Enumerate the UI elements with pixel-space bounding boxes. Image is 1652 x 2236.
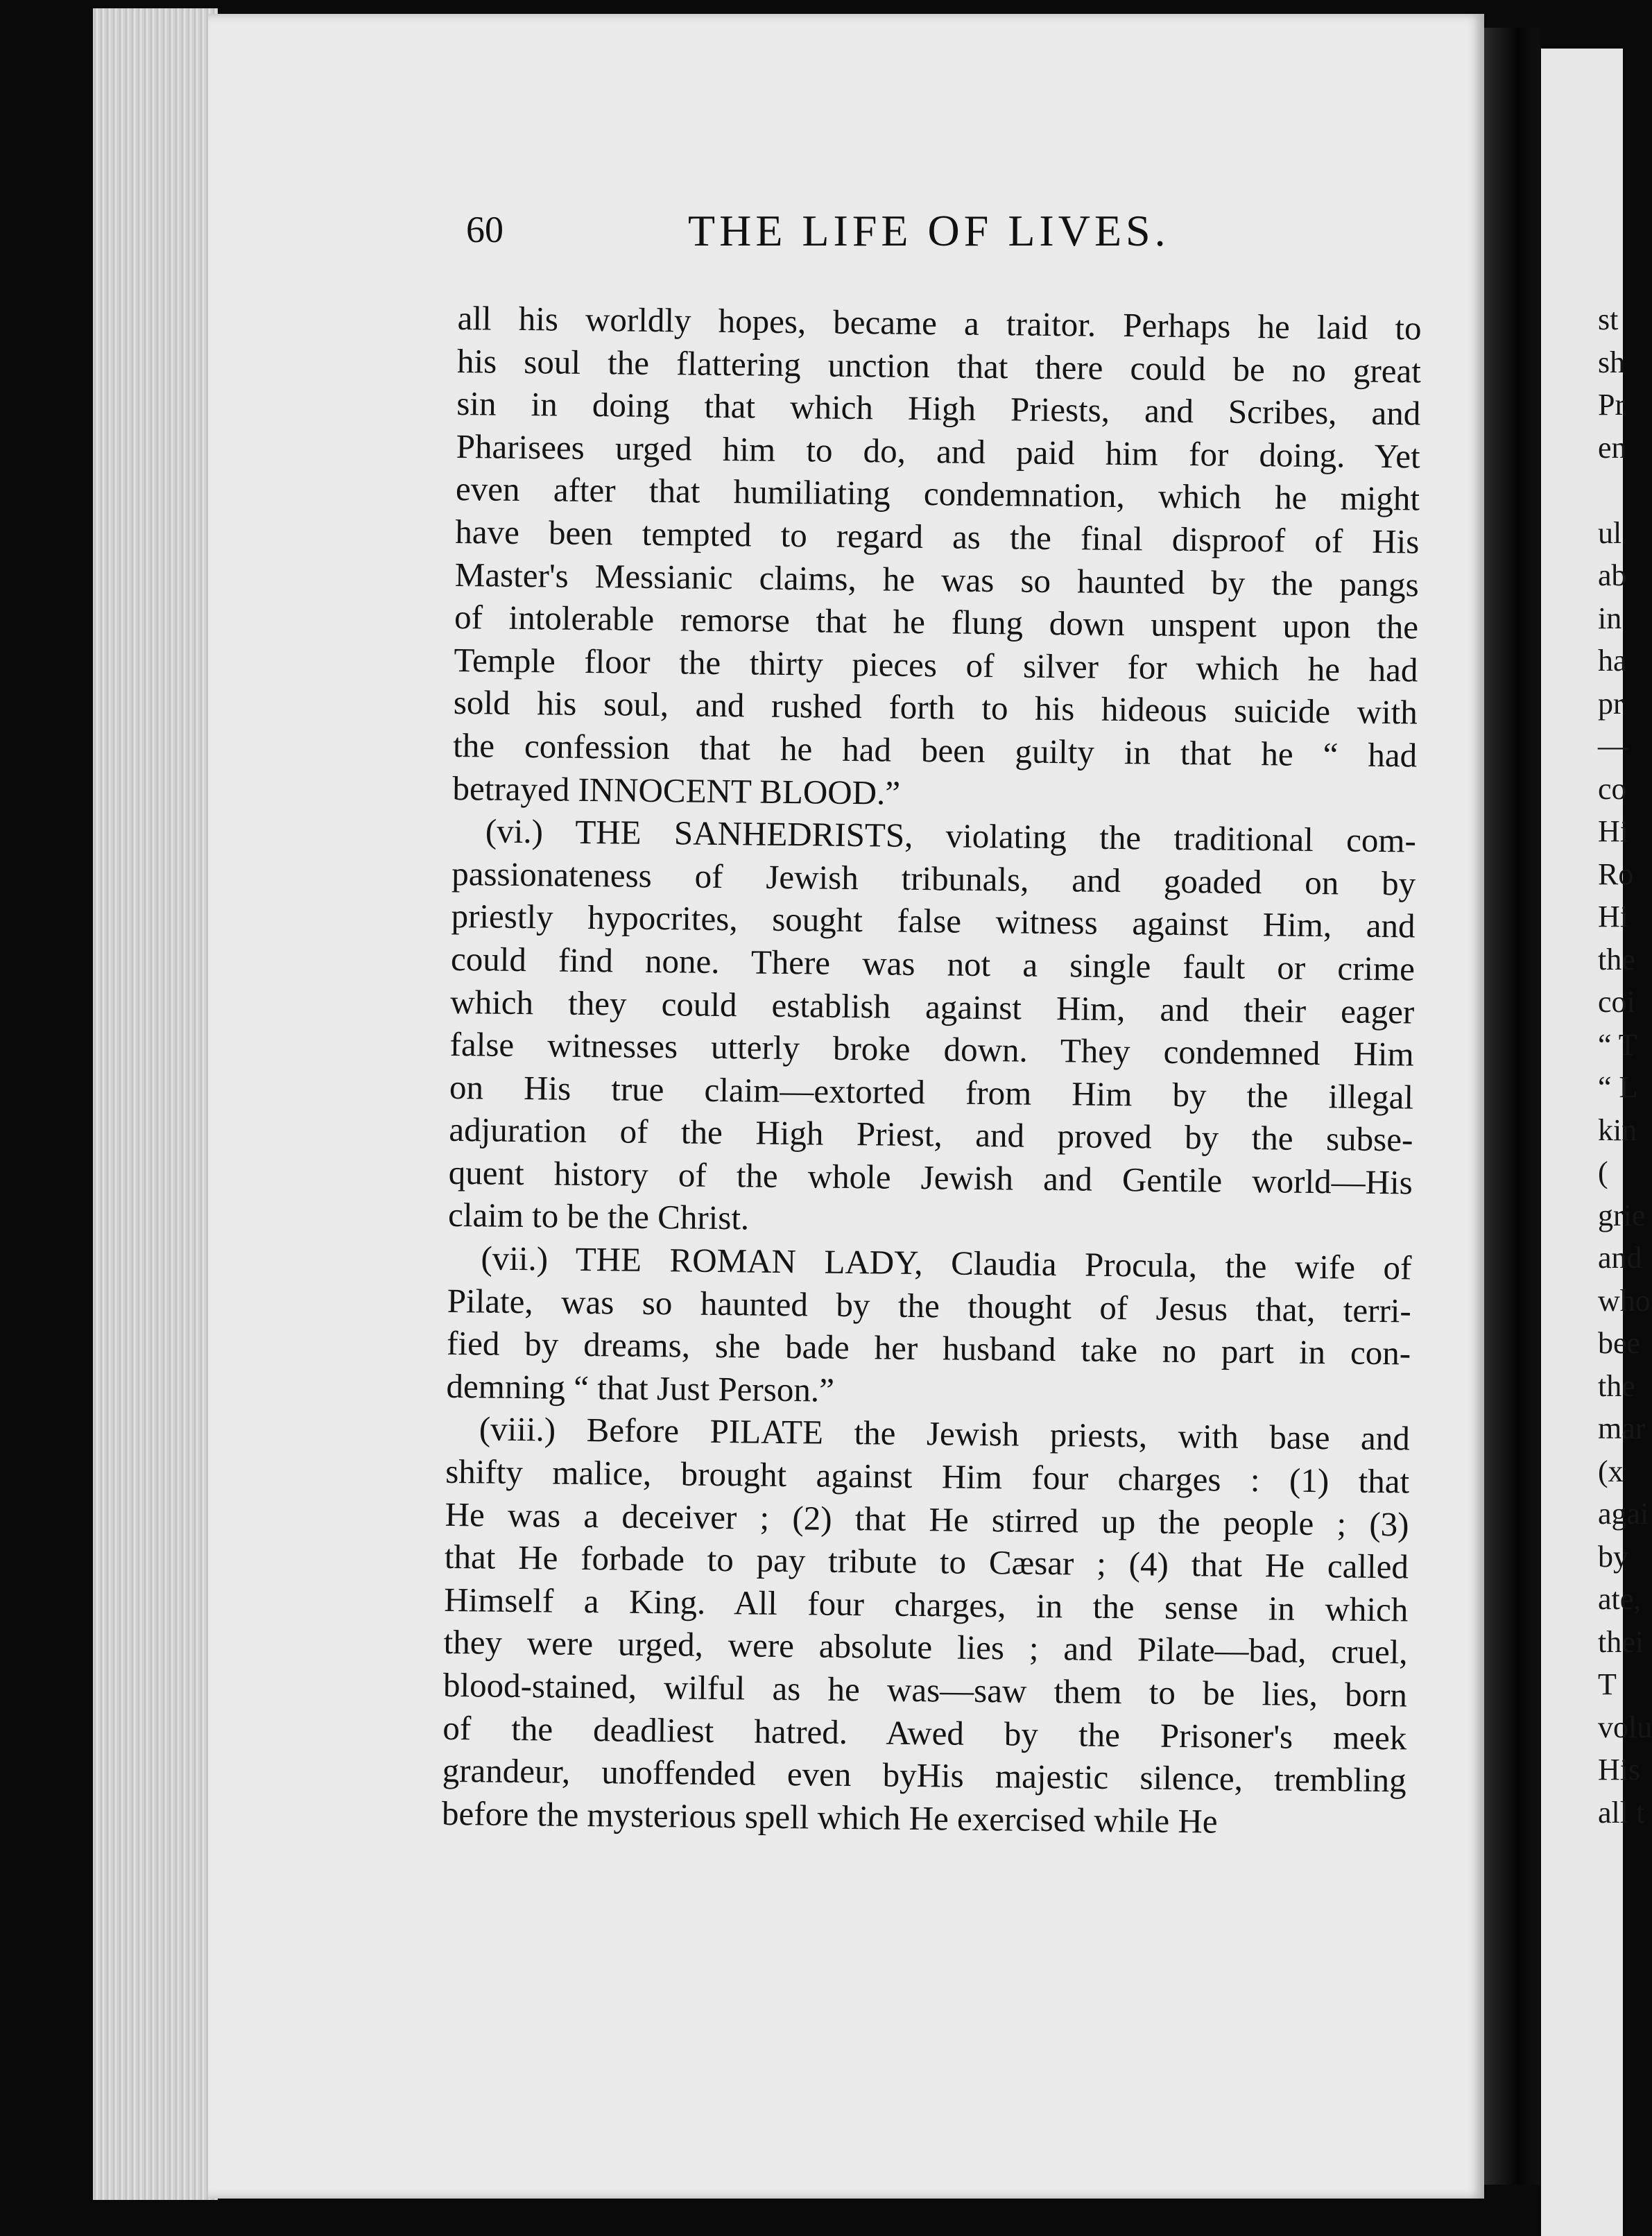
facing-page-line: coi <box>1598 985 1635 1019</box>
facing-page-line: “ L <box>1598 1070 1638 1104</box>
facing-page-line: by <box>1598 1539 1628 1574</box>
facing-page-line: co <box>1598 771 1627 806</box>
facing-page-line: Pr <box>1598 388 1626 422</box>
text-line: have been tempted to regard as the final disproof of His <box>455 512 1420 561</box>
text-line: claim to be the Christ. <box>447 1196 750 1237</box>
text-line: (vi.) THE SANHEDRISTS, violating the traditional com- <box>485 811 1417 860</box>
facing-page-line: Hi <box>1598 814 1628 848</box>
facing-page-line: all t <box>1598 1795 1645 1830</box>
text-line: (viii.) Before PILATE the Jewish priests, with base and <box>479 1409 1411 1458</box>
facing-page-line: ate, <box>1598 1582 1642 1616</box>
text-line: grandeur, unoffended even byHis majestic silence, trembling <box>442 1751 1406 1800</box>
text-line: Himself a King. All four charges, in the sense in which <box>444 1580 1409 1629</box>
text-line: adjuration of the High Priest, and proved by the subse- <box>449 1110 1413 1159</box>
facing-page-line: ul <box>1598 515 1622 550</box>
facing-page-line: — <box>1598 729 1628 763</box>
text-line: quent history of the whole Jewish and Gentile world—His <box>448 1153 1413 1202</box>
text-line: betrayed INNOCENT BLOOD.” <box>452 768 901 812</box>
text-line: of the deadliest hatred. Awed by the Prisoner's meek <box>442 1708 1407 1757</box>
facing-page-line: pr <box>1598 686 1624 721</box>
text-line: He was a deceiver ; (2) that He stirred up the people ; (3) <box>445 1495 1409 1544</box>
text-line: which they could establish against Him, and their eager <box>450 982 1415 1031</box>
facing-page-line: T <box>1598 1667 1617 1701</box>
body-text <box>442 297 1422 1845</box>
facing-page-fragment <box>1541 49 1652 2236</box>
facing-page-line: ( <box>1598 1155 1608 1189</box>
text-line: shifty malice, brought against Him four charges : (1) that <box>445 1452 1410 1501</box>
text-line: priestly hypocrites, sought false witness against Him, and <box>451 897 1416 945</box>
facing-page-line: agai <box>1598 1497 1649 1531</box>
facing-page-line: and <box>1598 1241 1642 1275</box>
text-line: sold his soul, and rushed forth to his hideous suicide with <box>453 683 1418 732</box>
facing-page-line: His <box>1598 1753 1641 1787</box>
text-line: that He forbade to pay tribute to Cæsar ; (4) that He called <box>444 1538 1409 1586</box>
text-line: Pilate, was so haunted by the thought of Jesus that, terri- <box>447 1281 1412 1330</box>
text-line: on His true claim—extorted from Him by the illegal <box>449 1067 1414 1117</box>
text-line: demning “ that Just Person.” <box>446 1366 835 1409</box>
facing-page-line: (x <box>1598 1454 1624 1488</box>
facing-page-line: in <box>1598 601 1622 635</box>
book-spine-gutter <box>1484 28 1540 2185</box>
text-line: his soul the flattering unction that there could be no great <box>456 341 1422 390</box>
text-line: even after that humiliating condemnation, which he might <box>455 470 1420 518</box>
facing-page-line: the <box>1598 942 1635 977</box>
text-line: false witnesses utterly broke down. They condemned Him <box>449 1025 1414 1074</box>
text-line: could find none. There was not a single fault or crime <box>450 939 1416 988</box>
text-line: they were urged, were absolute lies ; and Pilate—bad, cruel, <box>443 1623 1408 1671</box>
page-number: 60 <box>466 209 504 250</box>
page-header <box>466 208 1215 264</box>
text-line: before the mysterious spell which He exercised while He <box>441 1794 1218 1841</box>
facing-page-line: mar <box>1598 1411 1646 1445</box>
facing-page-line: volu <box>1598 1710 1652 1744</box>
facing-page-line: st <box>1598 302 1619 336</box>
facing-page-line: the <box>1598 1368 1635 1403</box>
text-line: (vii.) THE ROMAN LADY, Claudia Procula, the wife of <box>481 1239 1412 1287</box>
facing-page-line: ab <box>1598 558 1627 592</box>
text-line: fied by dreams, she bade her husband take no part in con- <box>446 1324 1411 1373</box>
book-page-edge <box>93 8 218 2200</box>
facing-page-line: ha <box>1598 644 1627 678</box>
text-line: sin in doing that which High Priests, and Scribes, and <box>456 384 1421 433</box>
facing-page-line: kin <box>1598 1112 1637 1147</box>
text-line: Master's Messianic claims, he was so haunted by the pangs <box>454 555 1420 604</box>
facing-page-line: Hi <box>1598 900 1628 934</box>
facing-page-line: grie <box>1598 1198 1646 1232</box>
facing-page-line: Ro <box>1598 857 1634 891</box>
facing-page-line: en <box>1598 430 1627 465</box>
text-line: blood-stained, wilful as he was—saw them to be lies, born <box>442 1665 1408 1714</box>
text-line: all his worldly hopes, became a traitor. Perhaps he laid to <box>457 298 1422 347</box>
text-line: the confession that he had been guilty in that he “ had <box>452 725 1418 775</box>
facing-page-line: thei <box>1598 1624 1644 1659</box>
facing-page-line: bee <box>1598 1326 1641 1360</box>
facing-page-line: who <box>1598 1283 1651 1318</box>
facing-page-line: “ T <box>1598 1027 1637 1062</box>
running-title: THE LIFE OF LIVES. <box>688 206 1170 255</box>
text-line: Pharisees urged him to do, and paid him for doing. Yet <box>456 427 1420 476</box>
text-line: of intolerable remorse that he flung down unspent upon the <box>454 598 1419 646</box>
text-line: Temple floor the thirty pieces of silver for which he had <box>454 640 1418 689</box>
text-line: passionateness of Jewish tribunals, and goaded on by <box>451 854 1416 903</box>
facing-page-line: sh <box>1598 345 1626 379</box>
